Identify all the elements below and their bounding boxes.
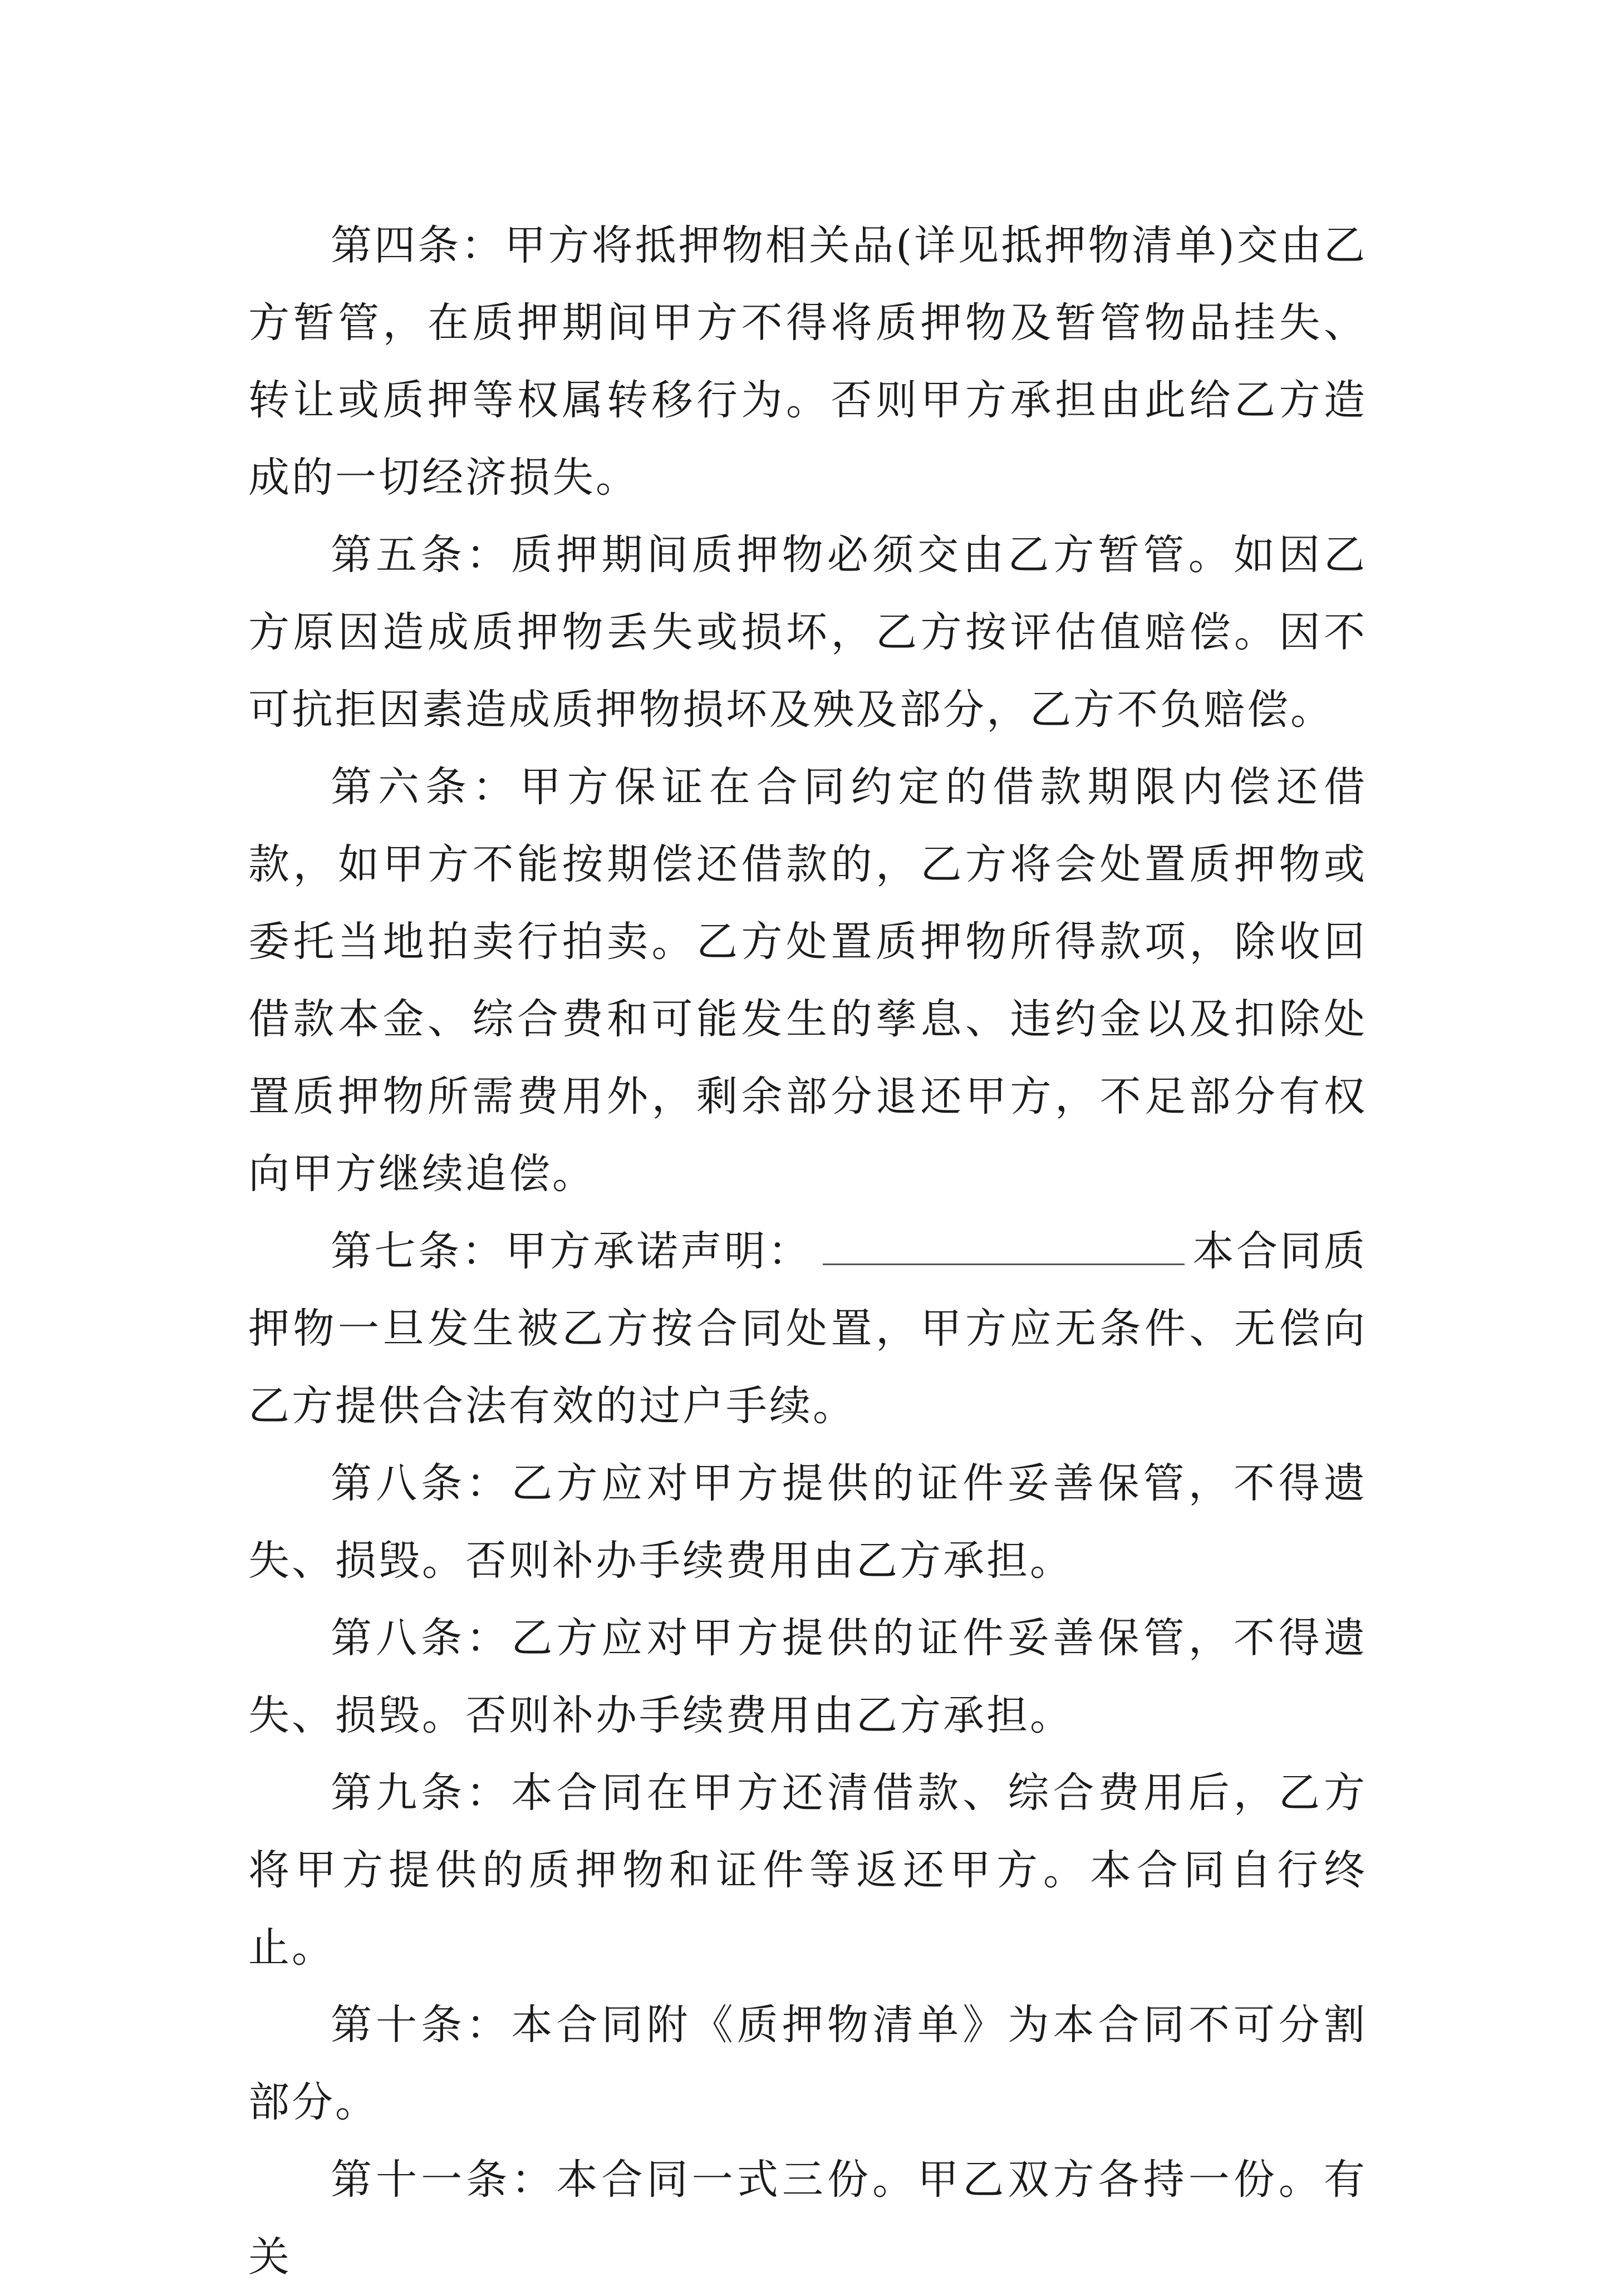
article-8-duplicate-paragraph: 第八条：乙方应对甲方提供的证件妥善保管，不得遗失、损毁。否则补办手续费用由乙方承担。: [248, 1614, 1367, 1739]
article-11-paragraph: 第十一条：本合同一式三份。甲乙双方各持一份。有关: [248, 2156, 1367, 2281]
article-9-paragraph: 第九条：本合同在甲方还清借款、综合费用后，乙方将甲方提供的质押物和证件等返还甲方。本合同自行终止。: [248, 1769, 1367, 1971]
declaration-blank-line: [823, 1230, 1185, 1265]
article-7-lead-text: 第七条：甲方承诺声明：: [331, 1227, 812, 1275]
article-7-paragraph: [248, 1213, 1367, 1445]
article-10-paragraph: 第十条：本合同附《质押物清单》为本合同不可分割部分。: [248, 2001, 1367, 2126]
document-body: [248, 207, 1367, 2296]
article-6-paragraph: 第六条：甲方保证在合同约定的借款期限内偿还借款，如甲方不能按期偿还借款的，乙方将会处置质押物或委托当地拍卖行拍卖。乙方处置质押物所得款项，除收回借款本金、综合费和可能发生的孳息、违约金以及扣除处置质押物所需费用外，剩余部分退还甲方，不足部分有权向甲方继续追偿。: [248, 763, 1367, 1198]
article-4-paragraph: 第四条：甲方将抵押物相关品(详见抵押物清单)交由乙方暂管，在质押期间甲方不得将质押物及暂管物品挂失、转让或质押等权属转移行为。否则甲方承担由此给乙方造成的一切经济损失。: [248, 222, 1367, 502]
article-8-paragraph: 第八条：乙方应对甲方提供的证件妥善保管，不得遗失、损毁。否则补办手续费用由乙方承担。: [248, 1459, 1367, 1585]
article-5-paragraph: 第五条：质押期间质押物必须交由乙方暂管。如因乙方原因造成质押物丢失或损坏，乙方按评估值赔偿。因不可抗拒因素造成质押物损坏及殃及部分，乙方不负赔偿。: [248, 531, 1367, 734]
article-7-rest-text: 本合同质押物一旦发生被乙方按合同处置，甲方应无条件、无偿向乙方提供合法有效的过户手续。: [248, 1227, 1368, 1430]
